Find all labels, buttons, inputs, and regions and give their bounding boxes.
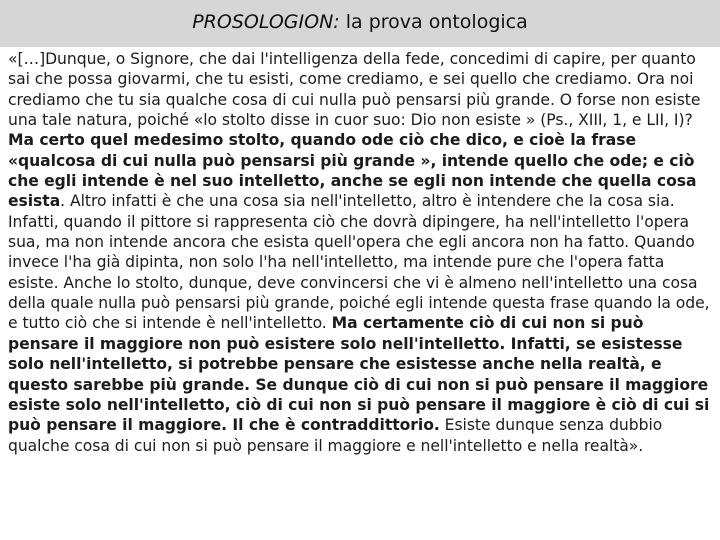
quote-segment-bold: Ma certo quel medesimo stolto, quando ode ciò che dico, e cioè la frase «qualcosa di cui nulla può pensarsi più grande », intende quello che ode; e ciò che egli intende è nel suo intelletto, anche se egli non intende che quella cosa esista [8, 131, 697, 211]
quote-segment: . Altro infatti è che una cosa sia nell'intelletto, altro è intendere che la cosa sia. Infatti, quando il pittore si rappresenta ciò che dovrà dipingere, ha nell'intelletto l'opera sua, ma non intende ancora che esista quell'opera che egli ancora non ha fatto. Quando invece l'ha già dipinta, non solo l'ha nell'intelletto, ma intende pure che l'opera fatta esiste. Anche lo stolto, dunque, deve convincersi che vi è almeno nell'intelletto una cosa della quale nulla può pensarsi più grande, poiché egli intende questa frase quando la ode, e tutto ciò che si intende è nell'intelletto. [8, 192, 710, 333]
quote-segment-bold: Ma certamente ciò di cui non si può pensare il maggiore non può esistere solo nell'intelletto. Infatti, se esistesse solo nell'intelletto, si potrebbe pensare che esistesse anche nella realtà, e questo sarebbe più grande. Se dunque ciò di cui non si può pensare il maggiore esiste solo nell'intelletto, ciò di cui non si può pensare il maggiore è ciò di cui si può pensare il maggiore. Il che è contraddittorio. [8, 314, 710, 435]
slide-title [192, 11, 528, 33]
slide-title-main: PROSOLOGION: [192, 10, 340, 33]
quote-segment: Esiste dunque senza dubbio qualche cosa di cui non si può pensare il maggiore e nell'intelletto e nella realtà». [8, 416, 663, 455]
quote-segment: «[…]Dunque, o Signore, che dai l'intelligenza della fede, concedimi di capire, per quanto sai che possa giovarmi, che tu esisti, come crediamo, e sei quello che crediamo. Ora noi crediamo che tu sia qualche cosa di cui nulla può pensarsi più grande. O forse non esiste una tale natura, poiché «lo stolto disse in cuor suo: Dio non esiste » (Ps., XIII, 1, e LII, I)? [8, 50, 701, 130]
slide-title-rest: la prova ontologica [339, 10, 528, 33]
title-bar [0, 0, 720, 47]
quote-paragraph [8, 49, 713, 456]
